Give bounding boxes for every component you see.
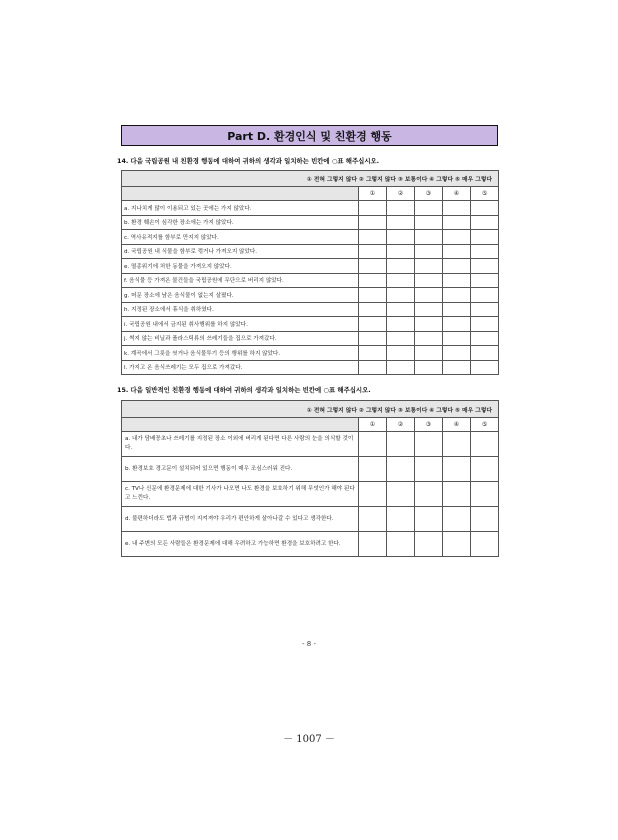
answer-cell[interactable]	[471, 457, 499, 482]
answer-cell[interactable]	[471, 331, 499, 346]
answer-cell[interactable]	[415, 317, 443, 332]
answer-cell[interactable]	[359, 457, 387, 482]
answer-cell[interactable]	[359, 259, 387, 274]
item-label: a. 내가 담배꽁초나 쓰레기를 지정된 장소 이외에 버리게 된다면 다른 사람의 눈을 의식할 것이다.	[122, 432, 359, 457]
answer-cell[interactable]	[415, 432, 443, 457]
answer-cell[interactable]	[443, 215, 471, 230]
item-label: f. 음식물 등 가져온 물건들을 국립공원에 무단으로 버리지 않았다.	[122, 273, 359, 288]
answer-cell[interactable]	[443, 360, 471, 375]
scale-number: ②	[387, 187, 415, 201]
table-row	[122, 288, 499, 303]
page-note: - 8 -	[302, 640, 316, 648]
scale-number: ①	[359, 187, 387, 201]
answer-cell[interactable]	[359, 273, 387, 288]
answer-cell[interactable]	[387, 346, 415, 361]
answer-cell[interactable]	[443, 201, 471, 216]
item-label: g. 머문 장소에 남은 음식물이 없는지 살폈다.	[122, 288, 359, 303]
answer-cell[interactable]	[471, 201, 499, 216]
item-label: l. 가지고 온 음식쓰레기는 모두 집으로 가져갔다.	[122, 360, 359, 375]
answer-cell[interactable]	[443, 346, 471, 361]
answer-cell[interactable]	[387, 201, 415, 216]
answer-cell[interactable]	[359, 331, 387, 346]
answer-cell[interactable]	[471, 317, 499, 332]
answer-cell[interactable]	[387, 507, 415, 532]
item-label: h. 지정된 장소에서 휴식을 취하였다.	[122, 302, 359, 317]
answer-cell[interactable]	[415, 346, 443, 361]
table-row	[122, 507, 499, 532]
item-label: b. 환경보호 경고문이 설치되어 있으면 행동이 매우 조심스러워 진다.	[122, 457, 359, 482]
item-label: i. 국립공원 내에서 금지된 취사행위를 하지 않았다.	[122, 317, 359, 332]
item-label: e. 멸종위기에 처한 동물을 가져오지 않았다.	[122, 259, 359, 274]
answer-cell[interactable]	[359, 346, 387, 361]
answer-cell[interactable]	[387, 273, 415, 288]
answer-cell[interactable]	[387, 532, 415, 557]
answer-cell[interactable]	[359, 230, 387, 245]
answer-cell[interactable]	[415, 230, 443, 245]
answer-cell[interactable]	[443, 482, 471, 507]
table-row	[122, 331, 499, 346]
question-15: 15. 다음 일반적인 친환경 행동에 대하여 귀하의 생각과 일치하는 빈칸에 ○표 해주십시오.	[117, 386, 371, 394]
answer-cell[interactable]	[387, 259, 415, 274]
answer-cell[interactable]	[387, 230, 415, 245]
survey-table-14	[121, 170, 499, 375]
answer-cell[interactable]	[471, 273, 499, 288]
answer-cell[interactable]	[387, 302, 415, 317]
scale-number: ③	[415, 187, 443, 201]
blank-cell	[122, 187, 359, 201]
answer-cell[interactable]	[443, 507, 471, 532]
answer-cell[interactable]	[443, 532, 471, 557]
answer-cell[interactable]	[443, 302, 471, 317]
page-number: － 1007 －	[283, 734, 335, 745]
table-row	[122, 532, 499, 557]
answer-cell[interactable]	[415, 244, 443, 259]
answer-cell[interactable]	[471, 360, 499, 375]
scale-number: ③	[415, 418, 443, 432]
answer-cell[interactable]	[387, 331, 415, 346]
item-label: j. 썩지 않는 비닐과 플라스틱류의 쓰레기들을 집으로 가져갔다.	[122, 331, 359, 346]
item-label: e. 내 주변의 모든 사람들은 환경문제에 대해 우려하고 가능하면 환경을 보호하려고 한다.	[122, 532, 359, 557]
answer-cell[interactable]	[443, 288, 471, 303]
scale-header: ① 전혀 그렇지 않다 ② 그렇지 않다 ③ 보통이다 ④ 그렇다 ⑤ 매우 그렇다	[122, 171, 499, 187]
scale-number: ②	[387, 418, 415, 432]
scale-number: ④	[443, 187, 471, 201]
answer-cell[interactable]	[359, 360, 387, 375]
item-label: d. 불편하더라도 법과 규범이 지켜져야 우리가 편안하게 살아나갈 수 있다고 생각한다.	[122, 507, 359, 532]
blank-cell	[122, 418, 359, 432]
table-row	[122, 215, 499, 230]
answer-cell[interactable]	[359, 532, 387, 557]
survey-table-15	[121, 400, 499, 557]
answer-cell[interactable]	[387, 457, 415, 482]
table-row	[122, 432, 499, 457]
answer-cell[interactable]	[415, 215, 443, 230]
answer-cell[interactable]	[387, 432, 415, 457]
answer-cell[interactable]	[387, 244, 415, 259]
answer-cell[interactable]	[471, 244, 499, 259]
answer-cell[interactable]	[443, 273, 471, 288]
answer-cell[interactable]	[387, 317, 415, 332]
item-label: c. TV나 신문에 환경문제에 대한 기사가 나오면 나도 환경을 보호하기 위해 무엇인가 해야 된다고 느낀다.	[122, 482, 359, 507]
answer-cell[interactable]	[359, 317, 387, 332]
answer-cell[interactable]	[471, 215, 499, 230]
answer-cell[interactable]	[359, 244, 387, 259]
answer-cell[interactable]	[387, 482, 415, 507]
table-row	[122, 302, 499, 317]
scale-number: ①	[359, 418, 387, 432]
answer-cell[interactable]	[415, 360, 443, 375]
answer-cell[interactable]	[471, 432, 499, 457]
answer-cell[interactable]	[443, 432, 471, 457]
answer-cell[interactable]	[443, 230, 471, 245]
answer-cell[interactable]	[443, 317, 471, 332]
answer-cell[interactable]	[415, 507, 443, 532]
answer-cell[interactable]	[471, 507, 499, 532]
table-row	[122, 244, 499, 259]
answer-cell[interactable]	[471, 259, 499, 274]
answer-cell[interactable]	[443, 244, 471, 259]
table-row	[122, 317, 499, 332]
scale-number: ⑤	[471, 418, 499, 432]
answer-cell[interactable]	[359, 482, 387, 507]
answer-cell[interactable]	[471, 288, 499, 303]
scale-number: ④	[443, 418, 471, 432]
item-label: d. 국립공원 내 식물을 함부로 꺾거나 가져오지 않았다.	[122, 244, 359, 259]
answer-cell[interactable]	[359, 288, 387, 303]
answer-cell[interactable]	[471, 532, 499, 557]
table-row	[122, 230, 499, 245]
table-row	[122, 360, 499, 375]
table-row	[122, 482, 499, 507]
answer-cell[interactable]	[415, 273, 443, 288]
answer-cell[interactable]	[415, 482, 443, 507]
answer-cell[interactable]	[415, 288, 443, 303]
answer-cell[interactable]	[387, 288, 415, 303]
answer-cell[interactable]	[443, 331, 471, 346]
answer-cell[interactable]	[359, 302, 387, 317]
answer-cell[interactable]	[387, 215, 415, 230]
answer-cell[interactable]	[471, 346, 499, 361]
item-label: a. 지나치게 많이 이용되고 있는 곳에는 가지 않았다.	[122, 201, 359, 216]
item-label: b. 환경 훼손이 심각한 장소에는 가지 않았다.	[122, 215, 359, 230]
answer-cell[interactable]	[471, 230, 499, 245]
answer-cell[interactable]	[471, 482, 499, 507]
item-label: k. 계곡에서 그릇을 씻거나 음식물투기 등의 행위를 하지 않았다.	[122, 346, 359, 361]
answer-cell[interactable]	[415, 259, 443, 274]
answer-cell[interactable]	[387, 360, 415, 375]
answer-cell[interactable]	[443, 457, 471, 482]
item-label: c. 역사유적지를 함부로 만지지 않았다.	[122, 230, 359, 245]
answer-cell[interactable]	[359, 507, 387, 532]
table-row	[122, 457, 499, 482]
answer-cell[interactable]	[471, 302, 499, 317]
answer-cell[interactable]	[359, 432, 387, 457]
answer-cell[interactable]	[443, 259, 471, 274]
scale-header: ① 전혀 그렇지 않다 ② 그렇지 않다 ③ 보통이다 ④ 그렇다 ⑤ 매우 그렇다	[122, 401, 499, 418]
answer-cell[interactable]	[415, 201, 443, 216]
page-title: Part D. 환경인식 및 친환경 행동	[121, 125, 498, 146]
answer-cell[interactable]	[415, 302, 443, 317]
table-row	[122, 346, 499, 361]
answer-cell[interactable]	[415, 331, 443, 346]
answer-cell[interactable]	[415, 457, 443, 482]
scale-number: ⑤	[471, 187, 499, 201]
table-row	[122, 273, 499, 288]
question-14: 14. 다음 국립공원 내 친환경 행동에 대하여 귀하의 생각과 일치하는 빈칸에 ○표 해주십시오.	[117, 157, 380, 165]
answer-cell[interactable]	[415, 532, 443, 557]
answer-cell[interactable]	[359, 201, 387, 216]
answer-cell[interactable]	[359, 215, 387, 230]
table-row	[122, 259, 499, 274]
table-row	[122, 201, 499, 216]
